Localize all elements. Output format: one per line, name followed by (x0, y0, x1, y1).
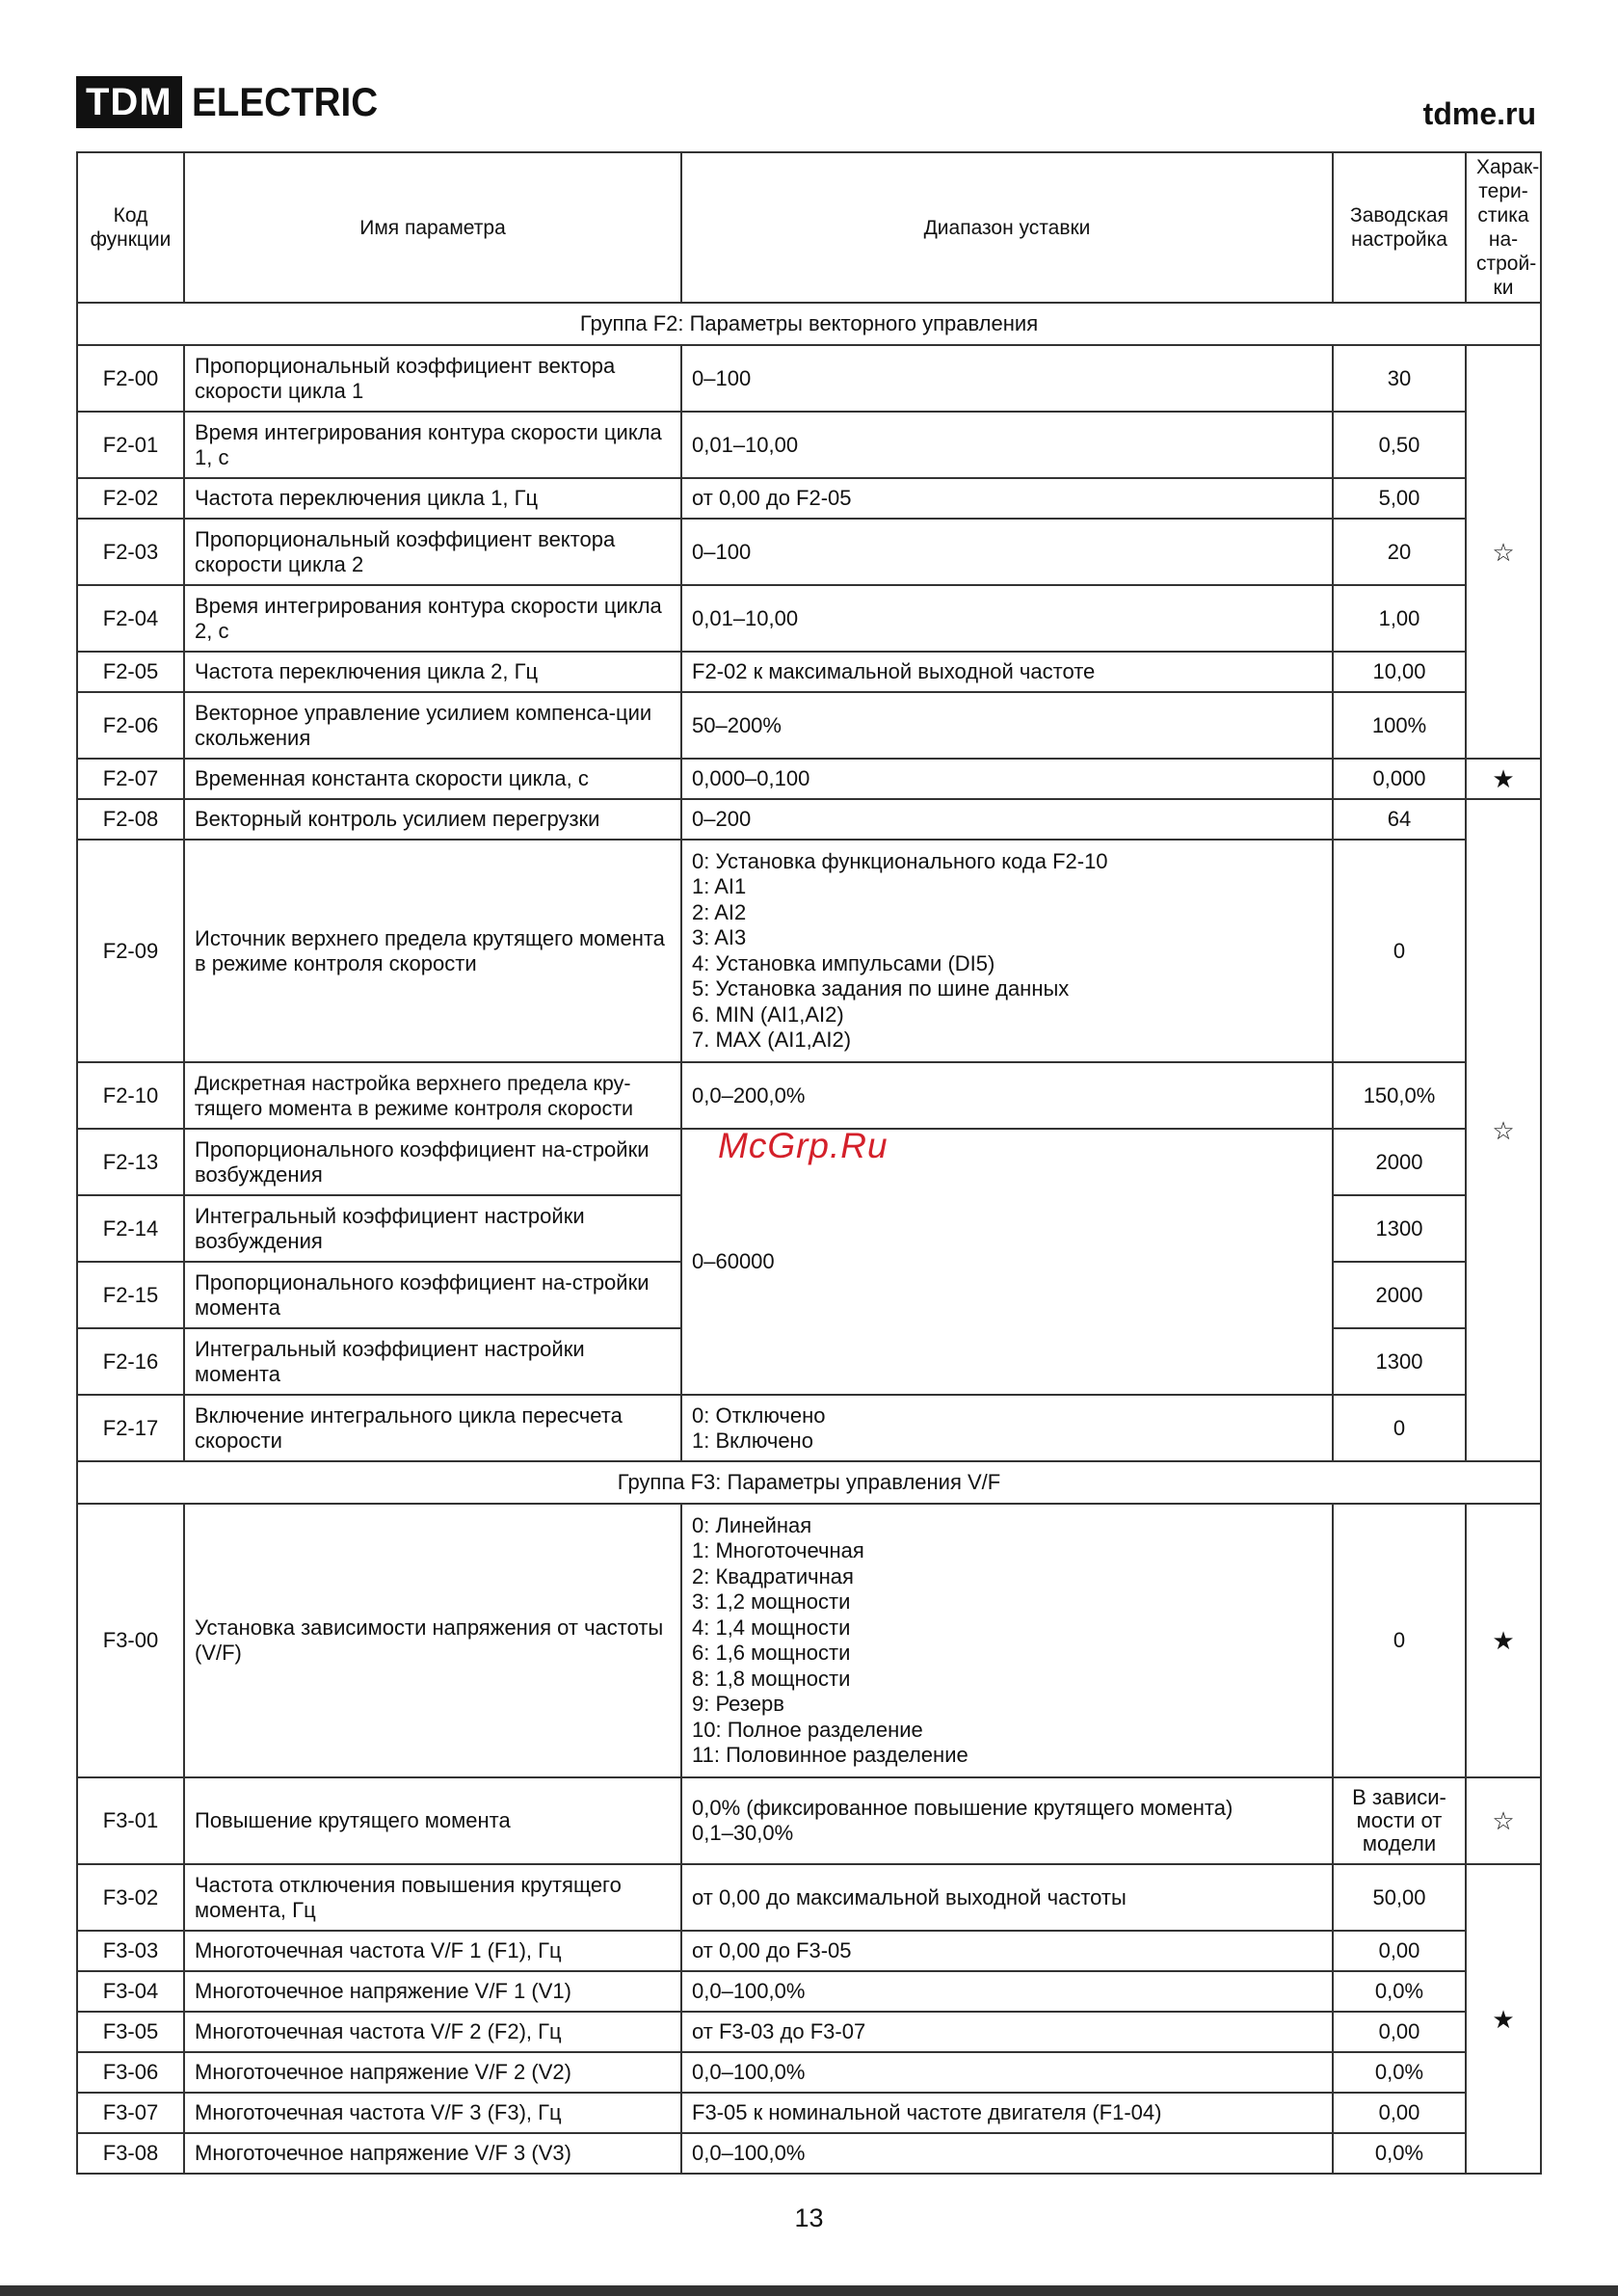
param-default: 0 (1333, 1504, 1466, 1777)
range-option: 3: AI3 (692, 925, 747, 949)
logo-box: TDM (76, 76, 182, 128)
table-row (77, 2052, 1541, 2093)
range-option: 5: Установка задания по шине данных (692, 976, 1070, 1001)
param-default: 0 (1333, 840, 1466, 1062)
param-range: 0,0–100,0% (681, 2052, 1333, 2093)
param-name: Время интегрирования контура скорости цикла 2, с (184, 585, 681, 652)
param-range-list (681, 1395, 1333, 1461)
param-default: 0,00 (1333, 2012, 1466, 2052)
param-code: F2-13 (77, 1129, 184, 1195)
filled-star-icon: ★ (1466, 759, 1541, 799)
table-row (77, 519, 1541, 585)
range-option: 6: 1,6 мощности (692, 1641, 851, 1665)
table-row (77, 2012, 1541, 2052)
param-code: F2-06 (77, 692, 184, 759)
param-code: F3-07 (77, 2093, 184, 2133)
param-default: 100% (1333, 692, 1466, 759)
table-row (77, 759, 1541, 799)
group-row (77, 1461, 1541, 1504)
param-name: Частота переключения цикла 2, Гц (184, 652, 681, 692)
range-option: 0,0% (фиксированное повышение крутящего момента) (692, 1796, 1233, 1820)
brand-logo (76, 76, 394, 128)
param-default: 0,00 (1333, 2093, 1466, 2133)
range-option: 3: 1,2 мощности (692, 1589, 851, 1614)
col-header-characteristic: Харак-тери-стика на-строй-ки (1466, 152, 1541, 303)
table-row (77, 1971, 1541, 2012)
hollow-star-icon: ☆ (1466, 345, 1541, 759)
param-default: 0 (1333, 1395, 1466, 1461)
param-code: F3-00 (77, 1504, 184, 1777)
param-code: F3-06 (77, 2052, 184, 2093)
param-default: 0,00 (1333, 1931, 1466, 1971)
range-option: 2: AI2 (692, 899, 747, 924)
param-code: F2-16 (77, 1328, 184, 1395)
param-default: 0,50 (1333, 412, 1466, 478)
param-default: 50,00 (1333, 1864, 1466, 1931)
table-row (77, 345, 1541, 412)
param-code: F2-08 (77, 799, 184, 840)
param-range-list (681, 840, 1333, 1062)
param-range: от F3-03 до F3-07 (681, 2012, 1333, 2052)
range-option: 0,1–30,0% (692, 1821, 794, 1845)
table-row (77, 2133, 1541, 2174)
table-row (77, 1062, 1541, 1129)
page-number: 13 (794, 2203, 824, 2232)
param-code: F2-02 (77, 478, 184, 519)
col-header-default: Заводская настройка (1333, 152, 1466, 303)
param-name: Многоточечная частота V/F 3 (F3), Гц (184, 2093, 681, 2133)
param-code: F2-01 (77, 412, 184, 478)
param-range: 0–100 (681, 519, 1333, 585)
param-default: 2000 (1333, 1262, 1466, 1328)
range-option: 8: 1,8 мощности (692, 1666, 851, 1691)
param-name: Временная константа скорости цикла, с (184, 759, 681, 799)
param-code: F2-03 (77, 519, 184, 585)
param-range: 0–60000 (681, 1129, 1333, 1395)
range-option: 1: Включено (692, 1428, 813, 1453)
param-name: Векторный контроль усилием перегрузки (184, 799, 681, 840)
param-code: F2-07 (77, 759, 184, 799)
param-name: Частота переключения цикла 1, Гц (184, 478, 681, 519)
param-code: F2-04 (77, 585, 184, 652)
param-name: Многоточечное напряжение V/F 1 (V1) (184, 1971, 681, 2012)
range-option: 6. MIN (AI1,AI2) (692, 1001, 844, 1027)
param-default: 1,00 (1333, 585, 1466, 652)
param-range: 50–200% (681, 692, 1333, 759)
param-range: F3-05 к номинальной частоте двигателя (F1-04) (681, 2093, 1333, 2133)
param-code: F3-04 (77, 1971, 184, 2012)
param-default: 0,0% (1333, 2133, 1466, 2174)
param-default: 0,0% (1333, 2052, 1466, 2093)
param-range-list (681, 1777, 1333, 1864)
param-name: Интегральный коэффициент настройки момента (184, 1328, 681, 1395)
range-option: 4: 1,4 мощности (692, 1615, 851, 1640)
table-row (77, 585, 1541, 652)
param-code: F2-10 (77, 1062, 184, 1129)
hollow-star-icon: ☆ (1466, 1777, 1541, 1864)
param-name: Частота отключения повышения крутящего момента, Гц (184, 1864, 681, 1931)
param-name: Включение интегрального цикла пересчета скорости (184, 1395, 681, 1461)
param-range: F2-02 к максимальной выходной частоте (681, 652, 1333, 692)
param-code: F2-05 (77, 652, 184, 692)
param-default: 1300 (1333, 1328, 1466, 1395)
table-row (77, 478, 1541, 519)
param-code: F2-00 (77, 345, 184, 412)
param-range: 0,000–0,100 (681, 759, 1333, 799)
param-name: Пропорциональный коэффициент вектора скорости цикла 2 (184, 519, 681, 585)
range-option: 2: Квадратичная (692, 1563, 854, 1589)
param-code: F2-17 (77, 1395, 184, 1461)
range-option: 1: AI1 (692, 874, 747, 898)
param-default: 5,00 (1333, 478, 1466, 519)
group-f3-title: Группа F3: Параметры управления V/F (77, 1461, 1541, 1504)
param-code: F2-09 (77, 840, 184, 1062)
range-option: 11: Половинное разделение (692, 1743, 968, 1767)
range-option: 0: Линейная (692, 1512, 812, 1537)
filled-star-icon: ★ (1466, 1864, 1541, 2174)
bottom-divider (0, 2285, 1618, 2296)
logo-word: ELECTRIC (191, 79, 378, 124)
param-range: 0,0–100,0% (681, 1971, 1333, 2012)
group-f2-title: Группа F2: Параметры векторного управления (77, 303, 1541, 345)
param-default: 64 (1333, 799, 1466, 840)
param-default: 10,00 (1333, 652, 1466, 692)
param-range: 0,01–10,00 (681, 412, 1333, 478)
param-name: Векторное управление усилием компенса-ции скольжения (184, 692, 681, 759)
param-default: 30 (1333, 345, 1466, 412)
param-code: F3-02 (77, 1864, 184, 1931)
hollow-star-icon: ☆ (1466, 799, 1541, 1461)
table-row (77, 692, 1541, 759)
range-option: 9: Резерв (692, 1692, 784, 1716)
param-range: от 0,00 до F2-05 (681, 478, 1333, 519)
param-name: Повышение крутящего момента (184, 1777, 681, 1864)
param-name: Пропорциональный коэффициент вектора скорости цикла 1 (184, 345, 681, 412)
table-header-row (77, 152, 1541, 303)
param-range: от 0,00 до максимальной выходной частоты (681, 1864, 1333, 1931)
param-name: Многоточечная частота V/F 1 (F1), Гц (184, 1931, 681, 1971)
param-range: 0–200 (681, 799, 1333, 840)
param-name: Время интегрирования контура скорости цикла 1, с (184, 412, 681, 478)
site-url: tdme.ru (1422, 96, 1536, 131)
range-option: 10: Полное разделение (692, 1717, 923, 1742)
param-name: Пропорционального коэффициент на-стройки возбуждения (184, 1129, 681, 1195)
table-row (77, 1864, 1541, 1931)
param-name: Установка зависимости напряжения от частоты (V/F) (184, 1504, 681, 1777)
param-name: Источник верхнего предела крутящего момента в режиме контроля скорости (184, 840, 681, 1062)
param-code: F2-14 (77, 1195, 184, 1262)
param-default: 0,000 (1333, 759, 1466, 799)
param-code: F3-01 (77, 1777, 184, 1864)
col-header-range: Диапазон уставки (681, 152, 1333, 303)
filled-star-icon: ★ (1466, 1504, 1541, 1777)
param-range: 0,0–100,0% (681, 2133, 1333, 2174)
table-row (77, 1931, 1541, 1971)
param-default: 2000 (1333, 1129, 1466, 1195)
param-name: Многоточечное напряжение V/F 2 (V2) (184, 2052, 681, 2093)
param-code: F3-05 (77, 2012, 184, 2052)
col-header-code: Код функции (77, 152, 184, 303)
param-code: F3-03 (77, 1931, 184, 1971)
col-header-name: Имя параметра (184, 152, 681, 303)
table-row (77, 2093, 1541, 2133)
range-option: 0: Установка функционального кода F2-10 (692, 848, 1108, 873)
param-name: Пропорционального коэффициент на-стройки момента (184, 1262, 681, 1328)
param-name: Многоточечное напряжение V/F 3 (V3) (184, 2133, 681, 2174)
param-default: 20 (1333, 519, 1466, 585)
param-range: 0–100 (681, 345, 1333, 412)
param-default: 1300 (1333, 1195, 1466, 1262)
table-row (77, 1395, 1541, 1461)
table-row (77, 799, 1541, 840)
param-name: Интегральный коэффициент настройки возбуждения (184, 1195, 681, 1262)
range-option: 4: Установка импульсами (DI5) (692, 950, 995, 975)
range-option: 1: Многоточечная (692, 1538, 864, 1562)
param-name: Многоточечная частота V/F 2 (F2), Гц (184, 2012, 681, 2052)
param-default: 150,0% (1333, 1062, 1466, 1129)
watermark: McGrp.Ru (718, 1126, 889, 1165)
param-code: F2-15 (77, 1262, 184, 1328)
table-row (77, 412, 1541, 478)
param-code: F3-08 (77, 2133, 184, 2174)
param-range: 0,0–200,0% (681, 1062, 1333, 1129)
table-row (77, 1504, 1541, 1777)
param-range-list (681, 1504, 1333, 1777)
table-row (77, 1777, 1541, 1864)
param-default: 0,0% (1333, 1971, 1466, 2012)
group-row (77, 303, 1541, 345)
param-default: В зависи-мости от модели (1333, 1777, 1466, 1864)
range-option: 0: Отключено (692, 1402, 826, 1428)
table-row (77, 652, 1541, 692)
table-row (77, 840, 1541, 1062)
range-option: 7. MAX (AI1,AI2) (692, 1028, 852, 1052)
param-name: Дискретная настройка верхнего предела кру-тящего момента в режиме контроля скорости (184, 1062, 681, 1129)
param-range: от 0,00 до F3-05 (681, 1931, 1333, 1971)
param-range: 0,01–10,00 (681, 585, 1333, 652)
